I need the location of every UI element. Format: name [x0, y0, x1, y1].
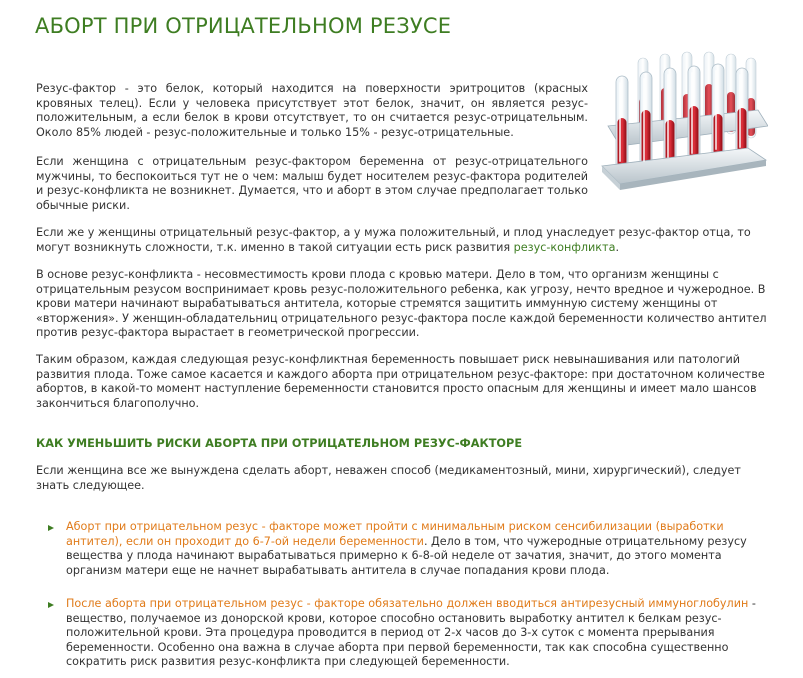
advice-text: - вещество, получаемое из донорской крови, которое способно остановить выработку антител к белкам резус-положительной крови. Эта процедура проводится в период от 2-х часов до 3-х суток с момента прерывания беременности. Особенно она важна в случае аборта при первой беременности, так как способна существенно сократить риск развития резус-конфликта при следующей беременности.	[66, 597, 756, 669]
highlighted-advice: Аборт при отрицательном резус - факторе может пройти с минимальным риском сенсибилизации (выработки антител), если он проходит до 6-7-ой недели беременности	[66, 520, 724, 548]
rh-conflict-link[interactable]: резус-конфликта	[513, 240, 616, 254]
page-title: АБОРТ ПРИ ОТРИЦАТЕЛЬНОМ РЕЗУСЕ	[35, 14, 452, 38]
section-heading: КАК УМЕНЬШИТЬ РИСКИ АБОРТА ПРИ ОТРИЦАТЕЛЬНОМ РЕЗУС-ФАКТОРЕ	[36, 437, 523, 450]
paragraph-rh-factor-definition: Резус-фактор - это белок, который находится на поверхности эритроцитов (красных кровяных телец). Если у человека присутствует этот белок, значит, он является резус-положительным, а если белок в крови отсутствует, то он считается резус-отрицательным. Около 85% людей - резус-положительные и только 15% - резус-отрицательные.	[36, 82, 588, 139]
paragraph-rh-positive-father	[36, 226, 771, 255]
arrow-bullet-icon	[48, 602, 54, 608]
paragraph-end: .	[615, 240, 619, 254]
test-tubes-image	[598, 48, 768, 198]
paragraph-rh-negative-father: Если женщина с отрицательным резус-фактором беременна от резус-отрицательного мужчины, то беспокоиться тут не о чем: малыш будет носителем резус-фактора родителей и резус-конфликта не возникнет. Думается, что и аборт в этом случае предполагает только обычные риски.	[36, 155, 588, 212]
arrow-bullet-icon	[48, 525, 54, 531]
list-item	[66, 597, 769, 670]
paragraph-intro-advice: Если женщина все же вынуждена сделать аборт, неважен способ (медикаментозный, мини, хирургический), следует знать следующее.	[36, 464, 741, 492]
list-item	[66, 520, 769, 578]
paragraph-text: Если же у женщины отрицательный резус-фактор, а у мужа положительный, и плод унаследует резус-фактор отца, то могут возникнуть сложности, т.к. именно в такой ситуации есть риск развития	[36, 226, 751, 254]
paragraph-rh-conflict-basis: В основе резус-конфликта - несовместимость крови плода с кровью матери. Дело в том, что организм женщины с отрицательным резусом воспринимает кровь резус-положительного ребенка, как угрозу, нечто вредное и чужеродное. В крови матери начинают вырабатываться антитела, которые стремятся защитить иммунную систему женщины от «вторжения». У женщин-обладательниц отрицательного резус-фактора после каждой беременности количество антител против резус-фактора вырастает в геометрической прогрессии.	[36, 268, 767, 340]
paragraph-consequences: Таким образом, каждая следующая резус-конфликтная беременность повышает риск невынашивания или патологий развития плода. Тоже самое касается и каждого аборта при отрицательном резус-факторе: при достаточном количестве абортов, в какой-то момент наступление беременности становится просто опасным для женщины и имеет мало шансов закончиться благополучно.	[36, 353, 765, 410]
advice-text: . Дело в том, что чужеродные отрицательному резусу вещества у плода начинают вырабатываться примерно к 6-8-ой неделе от зачатия, значит, до этого момента организм матери еще не начнет вырабатывать антитела в случае попадания крови плода.	[66, 534, 747, 577]
highlighted-advice: После аборта при отрицательном резус - факторе обязательно должен вводиться антирезусный иммуноглобулин	[66, 597, 749, 610]
